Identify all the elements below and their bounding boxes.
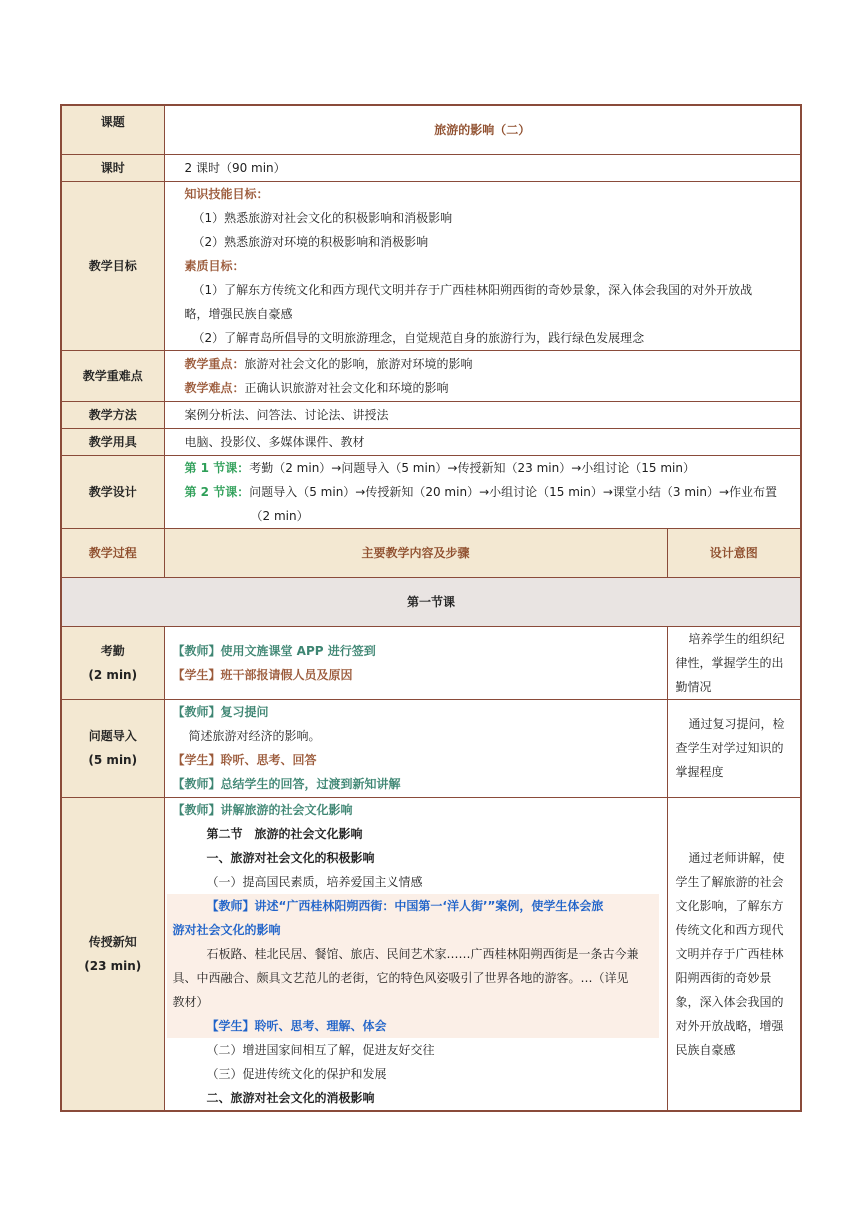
lesson-plan-table [60,104,802,1112]
tools-value: 电脑、投影仪、多媒体课件、教材 [164,428,801,455]
intent-text: 通过老师讲解，使学生了解旅游的社会文化影响，了解东方传统文化和西方现代文明并存于广西桂林阳朔西街的奇妙景象，深入体会我国的对外开放战略，增强民族自豪感 [675,850,785,1057]
student-step: 【学生】聆听、思考、理解、体会 [206,1018,387,1033]
design-1-text: 考勤（2 min）→问题导入（5 min）→传授新知（23 min）→小组讨论（15 min） [249,460,695,475]
intent-text: 通过复习提问，检查学生对学过知识的掌握程度 [675,717,785,779]
stage-name: 问题导入 [88,729,137,743]
quality-item-cont: 略，增强民族自豪感 [184,306,293,321]
design-label: 教学设计 [61,455,164,528]
stage-name: 考勤 [100,643,125,658]
design-2-heading: 第 2 节课： [184,484,250,499]
knowledge-item: （1）熟悉旅游对社会文化的积极影响和消极影响 [192,210,453,225]
review-question: 简述旅游对经济的影响。 [188,729,321,743]
student-step: 【学生】聆听、思考、回答 [172,753,317,767]
stage-intro [61,699,164,797]
focus-heading: 教学重点： [184,356,245,371]
stage-time: (5 min) [88,753,138,767]
teacher-step: 【教师】总结学生的回答，过渡到新知讲解 [172,777,401,791]
design-2-text: 问题导入（5 min）→传授新知（20 min）→小组讨论（15 min）→课堂小结（3 min）→作业布置（2 min） [249,484,778,523]
case-step: 【教师】讲述“广西桂林阳朔西街：中国第一‘洋人街’”案例，使学生体会旅 [206,898,604,913]
design-content [164,455,801,528]
knowledge-heading: 知识技能目标： [184,186,269,201]
design-1-heading: 第 1 节课： [184,460,250,475]
teacher-step: 【教师】使用文旌课堂 APP 进行签到 [172,643,376,658]
focus-text: 旅游对社会文化的影响，旅游对环境的影响 [244,356,473,371]
case-text: 石板路、桂北民居、餐馆、旅店、民间艺术家……广西桂林阳朔西街是一条古今兼 [206,946,639,961]
stage-time: (2 min) [88,667,138,682]
section-title: 第一节课 [61,577,801,626]
column-header-stage: 教学过程 [61,528,164,577]
difficulty-heading: 教学难点： [184,380,245,395]
quality-item: （1）了解东方传统文化和西方现代文明并存于广西桂林阳朔西街的奇妙景象，深入体会我国的对外开放战 [192,282,753,297]
quality-item: （2）了解青岛所倡导的文明旅游理念，自觉规范自身的旅游行为，践行绿色发展理念 [192,330,645,345]
methods-value: 案例分析法、问答法、讨论法、讲授法 [164,401,801,428]
section-heading: 第二节 旅游的社会文化影响 [206,826,363,841]
intro-content [164,699,667,797]
case-text-cont: 具、中西融合、颇具文艺范儿的老街，它的特色风姿吸引了世界各地的游客。…（详见 [172,970,629,985]
hours-label: 课时 [61,154,164,181]
teacher-step: 【教师】讲解旅游的社会文化影响 [172,802,353,817]
keypoints-label: 教学重难点 [61,350,164,401]
topic-label: 课题 [61,105,164,154]
list-item: （三）促进传统文化的保护和发展 [206,1066,387,1081]
teach-content [164,797,667,1111]
intro-intent [667,699,801,797]
case-block [167,894,659,1038]
stage-time: (23 min) [84,958,142,973]
list-item: （二）增进国家间相互了解，促进友好交往 [206,1042,435,1057]
part-heading: 一、旅游对社会文化的积极影响 [206,850,375,865]
objectives-content [164,181,801,350]
teacher-step: 【教师】复习提问 [172,705,269,719]
intent-text: 培养学生的组织纪律性，掌握学生的出勤情况 [675,631,785,694]
knowledge-item: （2）熟悉旅游对环境的积极影响和消极影响 [192,234,429,249]
column-header-intent: 设计意图 [667,528,801,577]
column-header-content: 主要教学内容及步骤 [164,528,667,577]
case-step-cont: 游对社会文化的影响 [172,922,281,937]
list-item: （一）提高国民素质，培养爱国主义情感 [206,874,423,889]
keypoints-content [164,350,801,401]
difficulty-text: 正确认识旅游对社会文化和环境的影响 [244,380,449,395]
stage-name: 传授新知 [88,934,137,949]
lesson-title: 旅游的影响（二） [164,105,801,154]
tools-label: 教学用具 [61,428,164,455]
methods-label: 教学方法 [61,401,164,428]
part-heading: 二、旅游对社会文化的消极影响 [206,1090,375,1105]
attendance-intent [667,626,801,699]
stage-teach [61,797,164,1111]
hours-value: 2 课时（90 min） [164,154,801,181]
case-text-cont: 教材） [172,994,209,1009]
objectives-label: 教学目标 [61,181,164,350]
quality-heading: 素质目标： [184,258,245,273]
teach-intent [667,797,801,1111]
stage-attendance [61,626,164,699]
student-step: 【学生】班干部报请假人员及原因 [172,667,353,682]
attendance-content [164,626,667,699]
